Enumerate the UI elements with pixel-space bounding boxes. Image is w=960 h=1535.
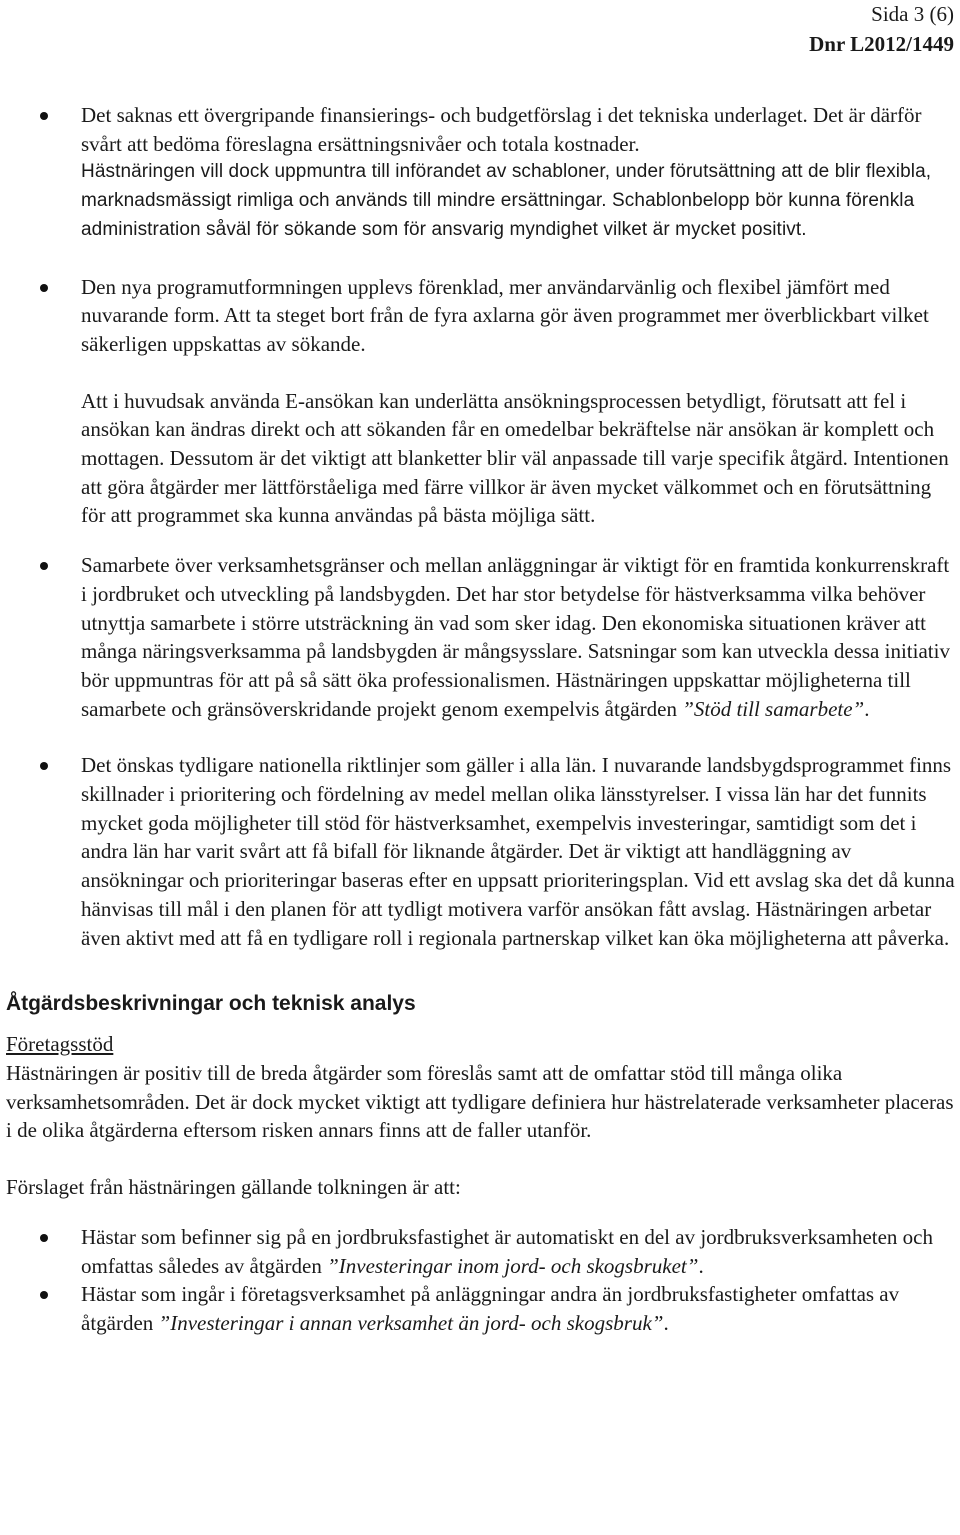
section-paragraph: Hästnäringen är positiv till de breda åtgärder som föreslås samt att de omfattar stöd till många olika verksamhetsområden. Det är dock mycket viktigt att tydligare definiera hur hästrelaterade verksamheter placeras i de olika åtgärderna eftersom risken annars finns att de faller utanför. xyxy=(6,1060,954,1143)
list-item xyxy=(0,1280,960,1337)
proposal-list xyxy=(0,1223,960,1338)
proposal-item-1: Hästar som befinner sig på en jordbruksfastighet är automatiskt en del av jordbruksverksamheten och omfattas således av åtgärden ”Investeringar inom jord- och skogsbruket”. xyxy=(81,1224,934,1278)
bullet-text-riktlinjer: Det önskas tydligare nationella riktlinjer som gäller i alla län. I nuvarande landsbygdsprogrammet finns skillnader i prioritering och fördelning av medel mellan olika länsstyrelser. I vissa län har det funnits mycket goda möjligheter till stöd för hästverksamhet, exempelvis investeringar, samtidigt som det i andra län har varit svårt att få bifall för liknande åtgärder. Det är viktigt att handläggning av ansökningar och prioriteringar baseras efter en uppsatt prioriteringsplan. Vid ett avslag ska det då kunna hänvisas till mål i den planen för att tydligt motivera varför ansökan fått avslag. Hästnäringen arbetar även aktivt med att få en tydligare roll i regionala partnerskap vilket kan öka möjligheterna att påverka. xyxy=(81,753,955,950)
list-item xyxy=(0,1223,960,1280)
proposal-intro: Förslaget från hästnäringen gällande tolkningen är att: xyxy=(6,1175,461,1200)
list-item xyxy=(0,751,960,952)
page-header xyxy=(809,0,954,58)
bullet-text-samarbete: Samarbete över verksamhetsgränser och mellan anläggningar är viktigt för en framtida konkurrenskraft i jordbruket och utveckling på landsbygden. Det har stor betydelse för hästverksamma vilka behöver utnyttja samarbete i större utsträckning än vad som sker idag. Den ekonomiska situationen kräver att många näringsverksamma på landsbygden är mångsysslare. Satsningar som kan utveckla dessa initiativ bör uppmuntras för att på så sätt öka professionalismen. Hästnäringen uppskattar möjligheterna till samarbete och gränsöverskridande projekt genom exempelvis åtgärden ”Stöd till samarbete”. xyxy=(81,553,950,721)
section-heading: Åtgärdsbeskrivningar och teknisk analys xyxy=(6,992,416,1016)
list-item xyxy=(0,101,960,245)
list-item xyxy=(0,551,960,723)
bullet-text-schabloner: Hästnäringen vill dock uppmuntra till införandet av schabloner, under förutsättning att de blir flexibla, marknadsmässigt rimliga och används till mindre ersättningar. Schablonbelopp bör kunna förenkla administration såväl för sökande som för ansvarig myndighet vilket är mycket positivt. xyxy=(81,161,932,240)
subsection-heading: Företagsstöd xyxy=(6,1032,114,1057)
measure-name: ”Stöd till samarbete” xyxy=(682,696,865,721)
measure-name: ”Investeringar inom jord- och skogsbruket” xyxy=(327,1253,699,1278)
bullet-text-program-design: Den nya programutformningen upplevs förenklad, mer användarvänlig och flexibel jämfört med nuvarande form. Att ta steget bort från de fyra axlarna gör även programmet mer överblickbart vilket säkerligen uppskattas av sökande. xyxy=(81,274,929,356)
document-number: Dnr L2012/1449 xyxy=(809,32,954,56)
bullet-list-2 xyxy=(0,551,960,952)
paragraph-e-ansokan: Att i huvudsak använda E-ansökan kan underlätta ansökningsprocessen betydligt, förutsatt att fel i ansökan kan ändras direkt och att sökanden får en omedelbar bekräftelse när ansökan är komplett och mottagen. Dessutom är det viktigt att blanketter blir väl anpassade till varje specifik åtgärd. Intentionen att göra åtgärder mer lättförståeliga med färre villkor är även mycket välkommet och en förutsättning för att programmet ska kunna användas på bästa möjliga sätt. xyxy=(81,388,949,528)
bullet-text-financing: Det saknas ett övergripande finansierings- och budgetförslag i det tekniska underlaget. Det är därför svårt att bedöma föreslagna ersättningsnivåer och totala kostnader. xyxy=(81,103,922,156)
document-body xyxy=(0,101,960,1338)
measure-name: ”Investeringar i annan verksamhet än jord- och skogsbruk” xyxy=(158,1310,664,1335)
bullet-list-1 xyxy=(0,101,960,359)
list-item xyxy=(0,273,960,359)
proposal-item-2: Hästar som ingår i företagsverksamhet på anläggningar andra än jordbruksfastigheter omfattas av åtgärden ”Investeringar i annan verksamhet än jord- och skogsbruk”. xyxy=(81,1282,900,1335)
page-number: Sida 3 (6) xyxy=(871,2,954,26)
